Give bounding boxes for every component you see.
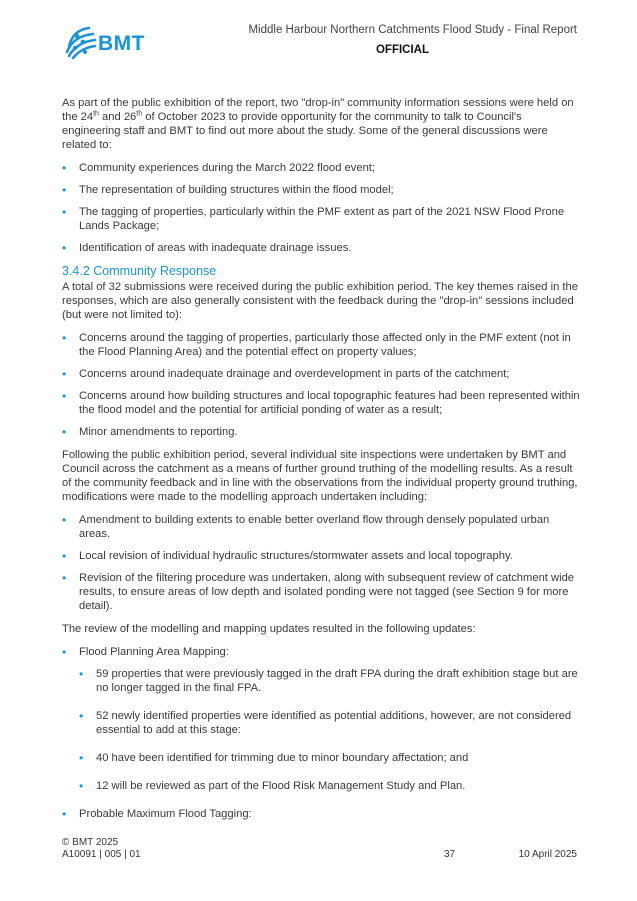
- list-item: • The representation of building structures within the flood model;: [62, 183, 582, 197]
- updates-paragraph: The review of the modelling and mapping updates resulted in the following updates:: [62, 623, 476, 635]
- bmt-logo: [63, 22, 153, 64]
- response-paragraph: A total of 32 submissions were received during the public exhibition period. The key themes raised in the responses, which are also generally consistent with the feedback during the "drop-in" sessions included (but were not limited to):: [62, 281, 578, 321]
- list-item: • The tagging of properties, particularly within the PMF extent as part of the 2021 NSW Flood Prone Lands Package;: [62, 205, 582, 233]
- list-item-fpa: • Flood Planning Area Mapping: • 59 properties that were previously tagged in the draft FPA during the draft exhibition stage but are no longer tagged in the final FPA. • 52 newly identified properties were identified as potential additions, however, are not considered essential to add at this stage: • 40 have been identified for trimming due to minor boundary affectation; and • 12 will be reviewed as part of the Flood Risk Management Study and Plan.: [62, 645, 582, 793]
- intro-paragraph: As part of the public exhibition of the report, two "drop-in" community information sessions were held on the 24th and 26th of October 2023 to provide opportunity for the community to talk to Council's engineering staff and BMT to find out more about the study. Some of the general discussions were related to:: [62, 97, 574, 151]
- list-item: • 12 will be reviewed as part of the Flood Risk Management Study and Plan.: [79, 779, 582, 793]
- discussion-list: [62, 161, 582, 255]
- list-item: • Community experiences during the March 2022 flood event;: [62, 161, 582, 175]
- classification-label: OFFICIAL: [375, 44, 429, 56]
- themes-list: [62, 331, 582, 439]
- section-heading: 3.4.2 Community Response: [62, 264, 217, 278]
- list-item: • Amendment to building extents to enable better overland flow through densely populated urban areas.: [62, 513, 582, 541]
- inspection-paragraph: Following the public exhibition period, several individual site inspections were undertaken by BMT and Council across the catchment as a means of further ground truthing of the modelling results. As a result of the community feedback and in line with the observations from the individual property ground truthing, modifications were made to the modelling approach undertaken including:: [62, 449, 578, 503]
- report-date: 10 April 2025: [518, 849, 577, 860]
- document-reference: A10091 | 005 | 01: [62, 849, 141, 860]
- footer-left: [62, 837, 141, 861]
- copyright: © BMT 2025: [62, 837, 119, 848]
- list-item: • 40 have been identified for trimming due to minor boundary affectation; and: [79, 751, 582, 765]
- list-item-pmf: • Probable Maximum Flood Tagging:: [62, 807, 582, 821]
- list-item: • 59 properties that were previously tagged in the draft FPA during the draft exhibition stage but are no longer tagged in the final FPA.: [79, 667, 582, 695]
- list-item: • Minor amendments to reporting.: [62, 425, 582, 439]
- modifications-list: [62, 513, 582, 613]
- list-item: • Identification of areas with inadequate drainage issues.: [62, 241, 582, 255]
- list-item: • Concerns around the tagging of properties, particularly those affected only in the PMF extent (not in the Flood Planning Area) and the potential effect on property values;: [62, 331, 582, 359]
- list-item: • Concerns around inadequate drainage and overdevelopment in parts of the catchment;: [62, 367, 582, 381]
- fpa-sublist: [79, 667, 582, 793]
- bmt-globe-icon: [63, 22, 99, 62]
- list-item: • Concerns around how building structures and local topographic features had been represented within the flood model and the potential for artificial ponding of water as a result;: [62, 389, 582, 417]
- list-item: • Revision of the filtering procedure was undertaken, along with subsequent review of catchment wide results, to ensure areas of low depth and isolated ponding were not tagged (see Section 9 for more detail).: [62, 571, 582, 613]
- list-item: • 52 newly identified properties were identified as potential additions, however, are not considered essential to add at this stage:: [79, 709, 582, 737]
- report-title: Middle Harbour Northern Catchments Flood Study - Final Report: [248, 24, 577, 36]
- list-item: • Local revision of individual hydraulic structures/stormwater assets and local topography.: [62, 549, 582, 563]
- updates-list: [62, 645, 582, 821]
- logo-text: BMT: [98, 32, 145, 55]
- page-number: 37: [444, 849, 456, 860]
- main-content: [62, 96, 582, 830]
